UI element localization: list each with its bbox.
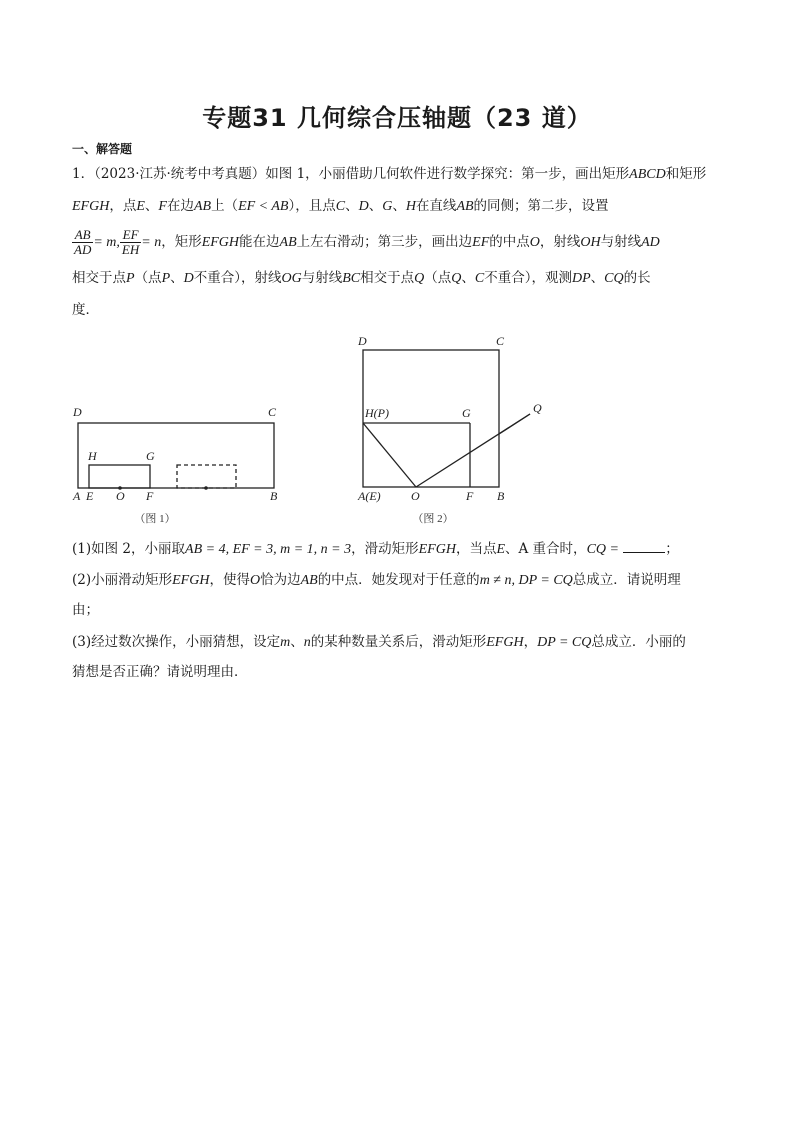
question-2-line-2: 由；	[72, 602, 99, 618]
fig1-label-o: O	[116, 489, 125, 503]
fig1-caption: （图 1）	[134, 513, 176, 525]
point-dashed-mid	[204, 486, 208, 490]
fig1-label-h: H	[88, 449, 97, 463]
fig2-label-o: O	[411, 489, 420, 503]
page-title: 专题31 几何综合压轴题（23 道）	[202, 104, 592, 132]
problem-line-2: EFGH，点E、F在边AB上（EF < AB），且点C、D、G、H在直线AB的同侧；第二步，设置	[72, 198, 609, 214]
question-3-line-2: 猜想是否正确？请说明理由．	[72, 664, 248, 680]
fig1-label-c: C	[268, 405, 277, 419]
fig1-label-a: A	[73, 489, 81, 503]
problem-line-4: 相交于点P（点P、D不重合），射线OG与射线BC相交于点Q（点Q、C不重合），观测DP、CQ的长	[72, 270, 651, 286]
fig2-caption: （图 2）	[412, 513, 454, 525]
fig2-label-c: C	[496, 334, 505, 348]
fig1-label-b: B	[270, 489, 278, 503]
section-heading: 一、解答题	[72, 142, 133, 156]
fig2-label-g: G	[462, 406, 471, 420]
problem-line-5: 度．	[72, 302, 99, 318]
fig2-label-f: F	[466, 489, 474, 503]
fig1-label-f: F	[146, 489, 154, 503]
rect-efgh	[89, 465, 150, 488]
fig2-label-q: Q	[533, 401, 542, 415]
fig2-label-d: D	[358, 334, 367, 348]
fig2-label-hp: H(P)	[365, 406, 389, 420]
rect-abcd	[78, 423, 274, 488]
fig1-label-g: G	[146, 449, 155, 463]
question-2-line-1: (2)小丽滑动矩形EFGH，使得O恰为边AB的中点．她发现对于任意的m ≠ n, DP = CQ总成立．请说明理	[72, 572, 681, 588]
dashed-rect	[177, 465, 236, 488]
fig2-label-ae: A(E)	[358, 489, 381, 503]
figure-1	[0, 330, 794, 530]
fig1-label-e: E	[86, 489, 94, 503]
segment-bq	[499, 414, 530, 434]
fig2-label-b: B	[497, 489, 505, 503]
fraction-ef-eh: $\frac{EF}{EH}$	[121, 227, 140, 257]
problem-line-3: $\frac{AB}{AD}$ = m, $\frac{EF}{EH}$ = n，矩形EFGH能在边AB上左右滑动；第三步，画出边EF的中点O，射线OH与射线AD	[74, 227, 660, 257]
problem-line-1: 1．（2023·江苏·统考中考真题）如图 1，小丽借助几何软件进行数学探究：第一步，画出矩形ABCD和矩形	[72, 166, 707, 182]
question-3-line-1: (3)经过数次操作，小丽猜想，设定m、n的某种数量关系后，滑动矩形EFGH，DP = CQ总成立．小丽的	[72, 634, 686, 650]
segment-ho	[363, 423, 416, 487]
question-1: (1)如图 2，小丽取AB = 4, EF = 3, m = 1, n = 3，滑动矩形EFGH，当点E、A 重合时，CQ = ；	[72, 538, 679, 560]
answer-blank	[623, 538, 665, 553]
fig1-label-d: D	[73, 405, 82, 419]
fraction-ab-ad: $\frac{AB}{AD}$	[74, 227, 92, 257]
